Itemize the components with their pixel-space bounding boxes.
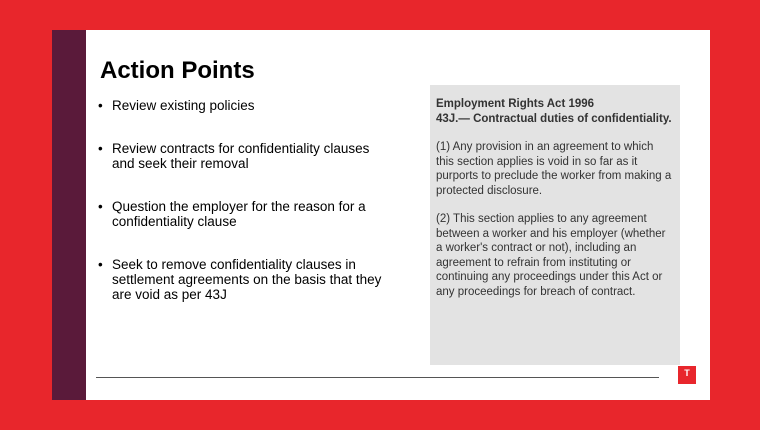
- bullet-item: • Review contracts for confidentiality clauses and seek their removal: [96, 141, 386, 171]
- legislation-box: [430, 85, 680, 365]
- accent-bar: [52, 30, 86, 400]
- section-paragraph-2: (2) This section applies to any agreement between a worker and his employer (whether a worker's contract or not), including an agreement to refrain from instituting or continuing any proceedings under this Act or any proceedings for breach of contract.: [436, 213, 666, 298]
- bullet-item: • Review existing policies: [96, 98, 386, 113]
- act-title: Employment Rights Act 1996: [436, 98, 595, 110]
- action-points-list: [96, 98, 386, 330]
- slide-title: Action Points: [100, 57, 255, 84]
- logo-icon: T: [678, 366, 696, 384]
- footer-divider: [96, 377, 659, 378]
- bullet-item: • Seek to remove confidentiality clauses in settlement agreements on the basis that they are void as per 43J: [96, 257, 386, 302]
- slide: [52, 30, 710, 400]
- section-title: 43J.— Contractual duties of confidentiality.: [436, 112, 672, 125]
- bullet-item: • Question the employer for the reason for a confidentiality clause: [96, 199, 386, 229]
- section-paragraph-1: (1) Any provision in an agreement to which this section applies is void in so far as it purports to preclude the worker from making a protected disclosure.: [436, 141, 672, 197]
